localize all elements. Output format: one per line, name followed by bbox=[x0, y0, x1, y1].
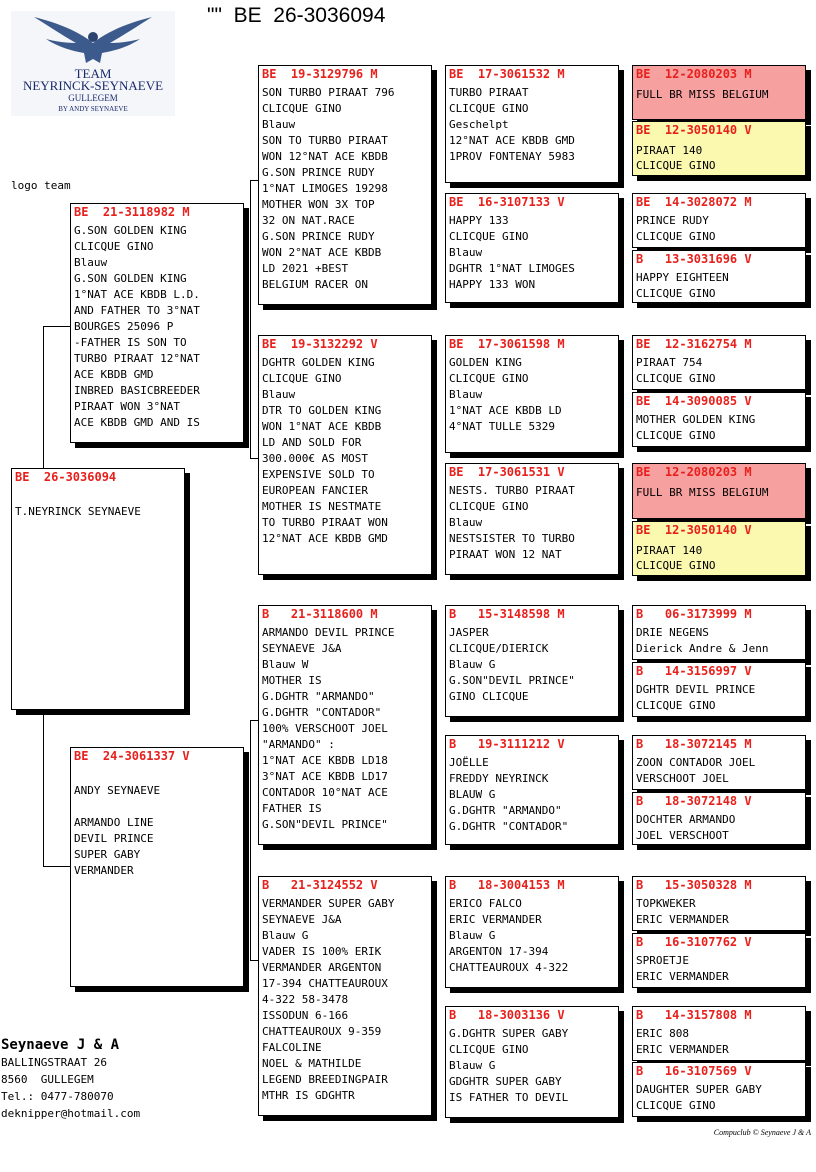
ring-number: BE 14-3090085 V bbox=[636, 394, 752, 408]
owner-address: BALLINGSTRAAT 26 8560 GULLEGEM Tel.: 0477-780070 deknipper@hotmail.com bbox=[1, 1056, 141, 1120]
ring-number: BE 26-3036094 bbox=[15, 470, 117, 484]
connector bbox=[250, 180, 258, 181]
pigeon-details: G.SON GOLDEN KING CLICQUE GINO Blauw G.SON GOLDEN KING 1°NAT ACE KBDB L.D. AND FATHER TO 3°NAT BOURGES 25096 P -FATHER IS SON TO TURBO PIRAAT 12°NAT ACE KBDB GMD INBRED BASICBREEDER PIRAAT WON 3°NAT ACE KBDB GMD AND IS bbox=[74, 224, 200, 429]
logo-caption: logo team bbox=[11, 179, 71, 192]
ring-number: BE 19-3129796 M bbox=[262, 67, 378, 81]
ring-number: BE 17-3061531 V bbox=[449, 465, 565, 479]
pigeon-card bbox=[632, 463, 806, 519]
ring-number: BE 12-3162754 M bbox=[636, 337, 752, 351]
pigeon-card bbox=[258, 65, 432, 305]
ring-number: BE 17-3061598 M bbox=[449, 337, 565, 351]
pigeon-card bbox=[445, 735, 619, 845]
connector bbox=[43, 710, 44, 866]
ring-number: B 18-3004153 M bbox=[449, 878, 565, 892]
ring-number: B 14-3156997 V bbox=[636, 664, 752, 678]
pedigree-title: "" BE 26-3036094 bbox=[207, 4, 386, 27]
connector bbox=[250, 720, 251, 960]
ring-number: B 18-3072148 V bbox=[636, 794, 752, 808]
pigeon-details: ZOON CONTADOR JOEL VERSCHOOT JOEL bbox=[636, 756, 756, 785]
connector bbox=[43, 866, 71, 867]
connector bbox=[250, 458, 258, 459]
team-logo bbox=[11, 11, 175, 116]
eagle-logo-icon bbox=[28, 13, 158, 69]
pigeon-details: DAUGHTER SUPER GABY CLICQUE GINO bbox=[636, 1083, 762, 1112]
pigeon-card bbox=[632, 335, 806, 390]
pigeon-card bbox=[445, 1006, 619, 1118]
pigeon-card bbox=[445, 463, 619, 575]
pigeon-details: TOPKWEKER ERIC VERMANDER bbox=[636, 897, 729, 926]
ring-number: BE 17-3061532 M bbox=[449, 67, 565, 81]
pigeon-details: HAPPY EIGHTEEN CLICQUE GINO bbox=[636, 271, 729, 300]
pigeon-card bbox=[258, 876, 432, 1116]
footer-credit: Compuclub © Seynaeve J & A bbox=[713, 1128, 811, 1137]
ring-number: B 21-3124552 V bbox=[262, 878, 378, 892]
pigeon-details: TURBO PIRAAT CLICQUE GINO Geschelpt 12°NAT ACE KBDB GMD 1PROV FONTENAY 5983 bbox=[449, 86, 575, 163]
pigeon-card bbox=[11, 468, 185, 710]
pigeon-card bbox=[632, 65, 806, 120]
pigeon-card bbox=[632, 392, 806, 447]
pigeon-card bbox=[70, 747, 244, 987]
pigeon-details: ERIC 808 ERIC VERMANDER bbox=[636, 1027, 729, 1056]
pigeon-details: PIRAAT 754 CLICQUE GINO bbox=[636, 356, 716, 385]
pigeon-card bbox=[632, 1006, 806, 1061]
ring-number: BE 12-2080203 M bbox=[636, 67, 752, 81]
pigeon-details: JOËLLE FREDDY NEYRINCK BLAUW G G.DGHTR "ARMANDO" G.DGHTR "CONTADOR" bbox=[449, 756, 569, 833]
ring-number: B 18-3003136 V bbox=[449, 1008, 565, 1022]
ring-number: BE 12-3050140 V bbox=[636, 523, 752, 537]
pigeon-details: PRINCE RUDY CLICQUE GINO bbox=[636, 214, 716, 243]
ring-number: BE 24-3061337 V bbox=[74, 749, 190, 763]
pigeon-card bbox=[258, 335, 432, 575]
ring-number: BE 16-3107133 V bbox=[449, 195, 565, 209]
ring-number: BE 19-3132292 V bbox=[262, 337, 378, 351]
pigeon-details: DGHTR GOLDEN KING CLICQUE GINO Blauw DTR TO GOLDEN KING WON 1°NAT ACE KBDB LD AND SOLD FOR 300.000€ AS MOST EXPENSIVE SOLD TO EUROPEAN FANCIER MOTHER IS NESTMATE TO TURBO PIRAAT WON 12°NAT ACE KBDB GMD bbox=[262, 356, 388, 545]
owner-name: Seynaeve J & A bbox=[1, 1037, 120, 1053]
ring-number: BE 12-3050140 V bbox=[636, 123, 752, 137]
ring-number: B 19-3111212 V bbox=[449, 737, 565, 751]
pigeon-details: NESTS. TURBO PIRAAT CLICQUE GINO Blauw NESTSISTER TO TURBO PIRAAT WON 12 NAT bbox=[449, 484, 575, 561]
pigeon-details: SPROETJE ERIC VERMANDER bbox=[636, 954, 729, 983]
pigeon-card bbox=[632, 735, 806, 790]
ring-number: BE 21-3118982 M bbox=[74, 205, 190, 219]
pigeon-details: FULL BR MISS BELGIUM bbox=[636, 486, 769, 499]
pigeon-details: G.DGHTR SUPER GABY CLICQUE GINO Blauw G GDGHTR SUPER GABY IS FATHER TO DEVIL bbox=[449, 1027, 569, 1104]
pigeon-details: HAPPY 133 CLICQUE GINO Blauw DGHTR 1°NAT LIMOGES HAPPY 133 WON bbox=[449, 214, 575, 291]
pigeon-details: T.NEYRINCK SEYNAEVE bbox=[15, 505, 141, 518]
pigeon-card bbox=[632, 876, 806, 931]
pigeon-card bbox=[445, 335, 619, 453]
pigeon-details: DRIE NEGENS Dierick Andre & Jenn bbox=[636, 626, 769, 655]
pigeon-card bbox=[70, 203, 244, 443]
pigeon-card bbox=[632, 250, 806, 303]
connector bbox=[43, 326, 71, 327]
pigeon-card bbox=[632, 193, 806, 248]
pigeon-details: ERICO FALCO ERIC VERMANDER Blauw G ARGENTON 17-394 CHATTEAUROUX 4-322 bbox=[449, 897, 569, 974]
pigeon-card bbox=[258, 605, 432, 845]
ring-number: B 15-3148598 M bbox=[449, 607, 565, 621]
pigeon-card bbox=[632, 121, 806, 176]
pigeon-details: DOCHTER ARMANDO JOEL VERSCHOOT bbox=[636, 813, 736, 842]
pigeon-details: DGHTR DEVIL PRINCE CLICQUE GINO bbox=[636, 683, 756, 712]
ring-number: B 16-3107762 V bbox=[636, 935, 752, 949]
connector bbox=[250, 720, 258, 721]
pigeon-card bbox=[632, 1062, 806, 1117]
pigeon-card bbox=[445, 605, 619, 717]
connector bbox=[43, 326, 44, 468]
pigeon-details: SON TURBO PIRAAT 796 CLICQUE GINO Blauw SON TO TURBO PIRAAT WON 12°NAT ACE KBDB G.SON PRINCE RUDY 1°NAT LIMOGES 19298 MOTHER WON 3X TOP 32 ON NAT.RACE G.SON PRINCE RUDY WON 2°NAT ACE KBDB LD 2021 +BEST BELGIUM RACER ON bbox=[262, 86, 395, 291]
ring-number: B 15-3050328 M bbox=[636, 878, 752, 892]
pigeon-details: ANDY SEYNAEVE ARMANDO LINE DEVIL PRINCE SUPER GABY VERMANDER bbox=[74, 784, 161, 877]
connector bbox=[250, 180, 251, 458]
ring-number: BE 14-3028072 M bbox=[636, 195, 752, 209]
ring-number: B 13-3031696 V bbox=[636, 252, 752, 266]
ring-number: B 16-3107569 V bbox=[636, 1064, 752, 1078]
ring-number: B 21-3118600 M bbox=[262, 607, 378, 621]
logo-text-by: BY ANDY SEYNAEVE bbox=[58, 105, 128, 113]
pigeon-card bbox=[632, 792, 806, 845]
ring-number: B 14-3157808 M bbox=[636, 1008, 752, 1022]
pigeon-card bbox=[632, 933, 806, 988]
pigeon-card bbox=[632, 605, 806, 660]
pigeon-card bbox=[445, 193, 619, 303]
logo-text-team: TEAM NEYRINCK-SEYNAEVE bbox=[22, 66, 164, 93]
owner-info bbox=[1, 1036, 140, 1122]
pigeon-card bbox=[632, 662, 806, 717]
connector bbox=[250, 960, 258, 961]
pigeon-card bbox=[632, 521, 806, 576]
pigeon-details: GOLDEN KING CLICQUE GINO Blauw 1°NAT ACE KBDB LD 4°NAT TULLE 5329 bbox=[449, 356, 562, 433]
logo-text-city: GULLEGEM bbox=[68, 93, 118, 103]
pigeon-details: PIRAAT 140 CLICQUE GINO bbox=[636, 544, 716, 572]
pigeon-card bbox=[445, 876, 619, 988]
pigeon-details: ARMANDO DEVIL PRINCE SEYNAEVE J&A Blauw W MOTHER IS G.DGHTR "ARMANDO" G.DGHTR "CONTADOR" 100% VERSCHOOT JOEL "ARMANDO" : 1°NAT ACE KBDB LD18 3°NAT ACE KBDB LD17 CONTADOR 10°NAT ACE FATHER IS G.SON"DEVIL PRINCE" bbox=[262, 626, 395, 831]
pigeon-details: VERMANDER SUPER GABY SEYNAEVE J&A Blauw G VADER IS 100% ERIK VERMANDER ARGENTON 17-394 CHATTEAUROUX 4-322 58-3478 ISSODUN 6-166 CHATTEAUROUX 9-359 FALCOLINE NOEL & MATHILDE LEGEND BREEDINGPAIR MTHR IS GDGHTR bbox=[262, 897, 395, 1102]
pigeon-details: FULL BR MISS BELGIUM bbox=[636, 88, 769, 101]
ring-number: BE 12-2080203 M bbox=[636, 465, 752, 479]
ring-number: B 06-3173999 M bbox=[636, 607, 752, 621]
ring-number: B 18-3072145 M bbox=[636, 737, 752, 751]
pigeon-details: MOTHER GOLDEN KING CLICQUE GINO bbox=[636, 413, 756, 442]
pigeon-card bbox=[445, 65, 619, 183]
pigeon-details: PIRAAT 140 CLICQUE GINO bbox=[636, 144, 716, 172]
pigeon-details: JASPER CLICQUE/DIERICK Blauw G G.SON"DEVIL PRINCE" GINO CLICQUE bbox=[449, 626, 575, 703]
